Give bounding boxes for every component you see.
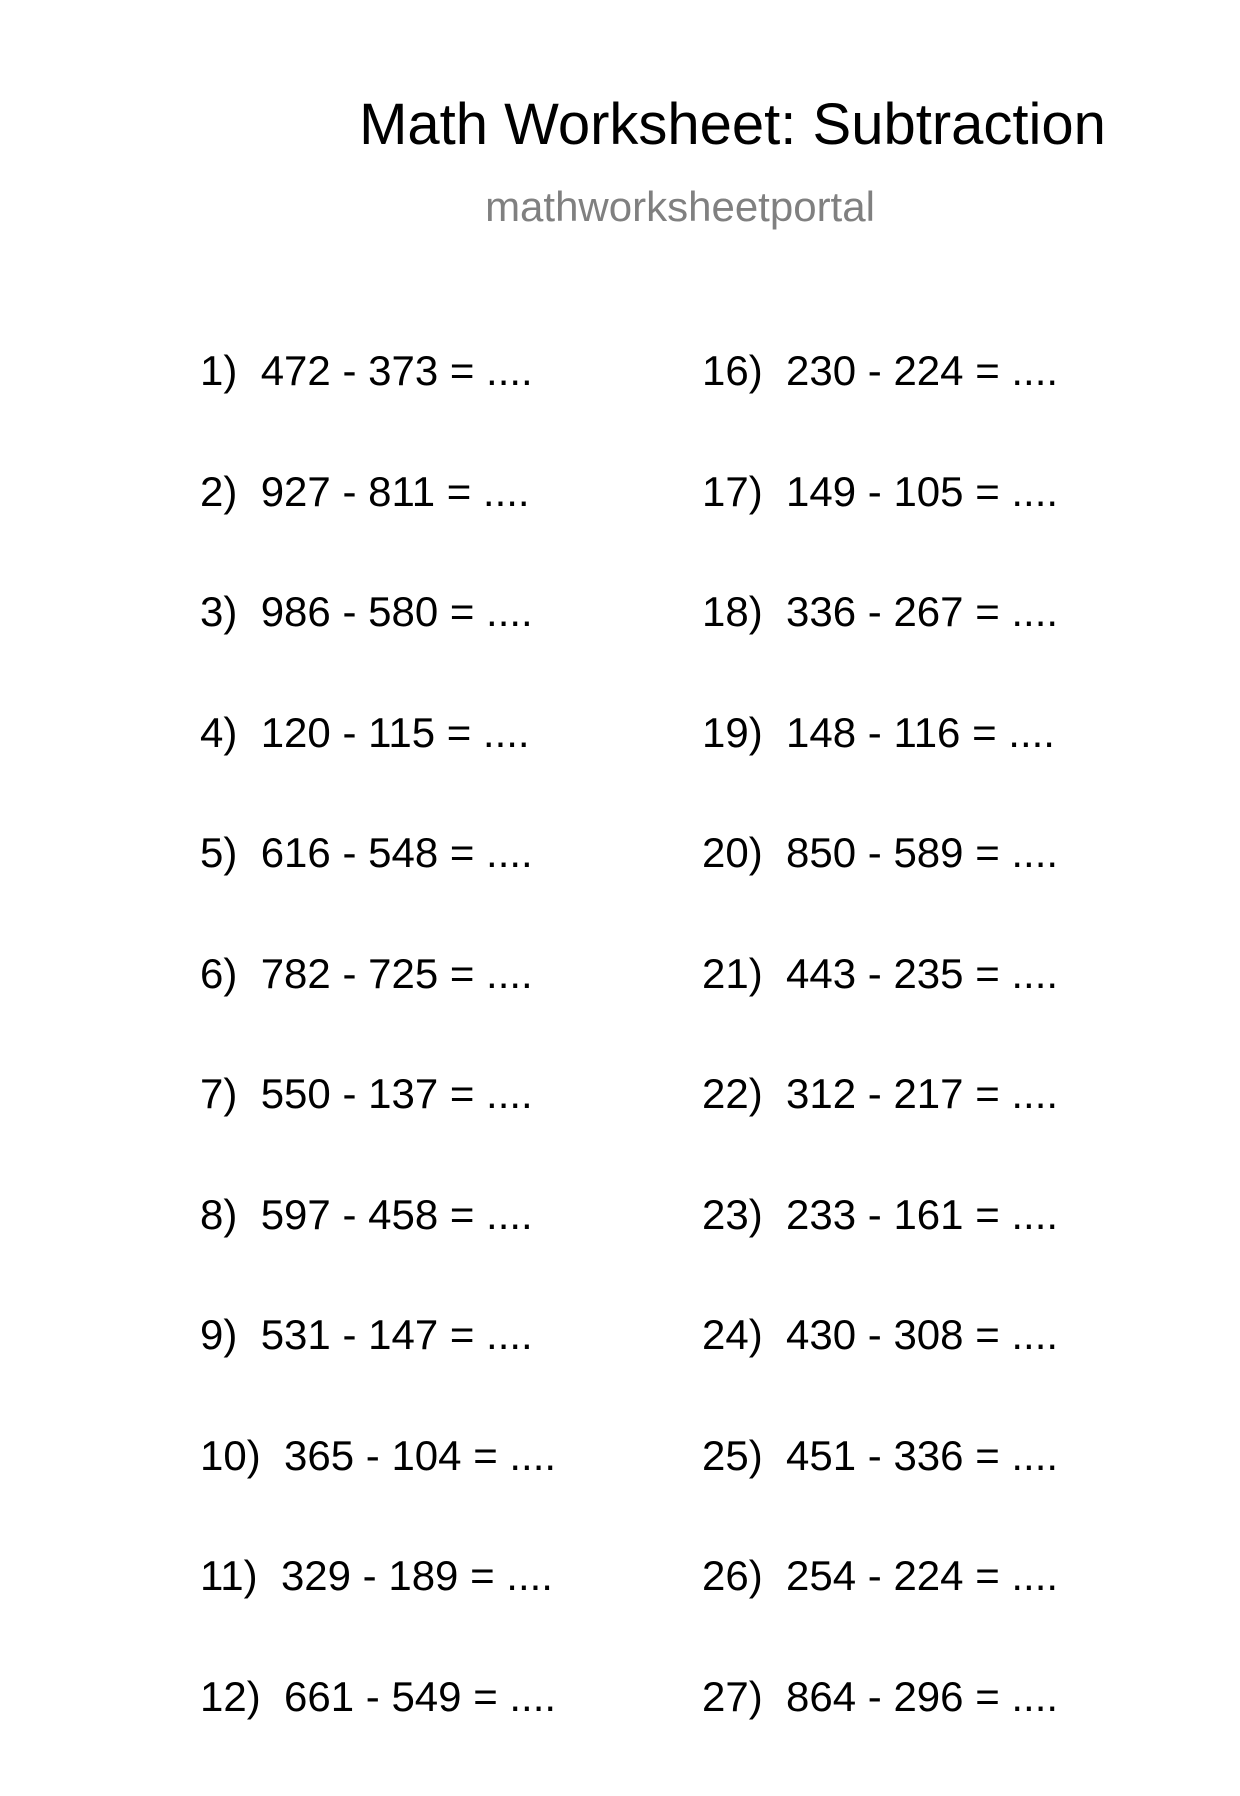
problem-expression: 254 - 224 = .... <box>786 1552 1058 1599</box>
problem-expression: 472 - 373 = .... <box>261 347 533 394</box>
problem-expression: 616 - 548 = .... <box>261 829 533 876</box>
problem-item <box>702 712 1058 833</box>
problem-expression: 365 - 104 = .... <box>284 1432 556 1479</box>
problem-expression: 531 - 147 = .... <box>261 1311 533 1358</box>
problem-expression: 149 - 105 = .... <box>786 468 1058 515</box>
problem-item <box>200 953 556 1074</box>
worksheet-title: Math Worksheet: Subtraction <box>0 96 1240 154</box>
problem-item <box>702 1194 1058 1315</box>
problem-expression: 451 - 336 = .... <box>786 1432 1058 1479</box>
problem-item <box>200 591 556 712</box>
problem-number: 10) <box>200 1435 261 1477</box>
problem-number: 16) <box>702 350 763 392</box>
problem-item <box>702 953 1058 1074</box>
problem-number: 8) <box>200 1194 237 1236</box>
problem-number: 24) <box>702 1314 763 1356</box>
problem-expression: 336 - 267 = .... <box>786 588 1058 635</box>
problem-item <box>200 1435 556 1556</box>
problem-expression: 550 - 137 = .... <box>261 1070 533 1117</box>
problem-expression: 148 - 116 = .... <box>786 709 1055 756</box>
problem-number: 4) <box>200 712 237 754</box>
problem-number: 19) <box>702 712 763 754</box>
problem-expression: 850 - 589 = .... <box>786 829 1058 876</box>
problem-number: 6) <box>200 953 237 995</box>
problem-number: 21) <box>702 953 763 995</box>
problem-item <box>702 471 1058 592</box>
problem-number: 17) <box>702 471 763 513</box>
problem-expression: 986 - 580 = .... <box>261 588 533 635</box>
problems-column-right <box>702 350 1058 1796</box>
problem-expression: 597 - 458 = .... <box>261 1191 533 1238</box>
problem-item <box>702 1435 1058 1556</box>
problem-item <box>702 1314 1058 1435</box>
problem-number: 3) <box>200 591 237 633</box>
problem-expression: 230 - 224 = .... <box>786 347 1058 394</box>
problem-expression: 864 - 296 = .... <box>786 1673 1058 1720</box>
problem-item <box>200 712 556 833</box>
problem-expression: 430 - 308 = .... <box>786 1311 1058 1358</box>
problems-column-left <box>200 350 556 1796</box>
problem-expression: 312 - 217 = .... <box>786 1070 1058 1117</box>
problem-expression: 120 - 115 = .... <box>261 709 530 756</box>
problem-item <box>702 1555 1058 1676</box>
problem-item <box>200 1676 556 1796</box>
problem-item <box>200 471 556 592</box>
problem-number: 18) <box>702 591 763 633</box>
problem-item <box>702 350 1058 471</box>
problem-number: 7) <box>200 1073 237 1115</box>
problem-number: 2) <box>200 471 237 513</box>
problem-item <box>200 1314 556 1435</box>
worksheet-subtitle: mathworksheetportal <box>0 186 1240 228</box>
problem-item <box>702 1676 1058 1796</box>
problem-number: 22) <box>702 1073 763 1115</box>
problem-expression: 927 - 811 = .... <box>261 468 530 515</box>
problem-number: 27) <box>702 1676 763 1718</box>
problem-number: 23) <box>702 1194 763 1236</box>
problem-expression: 661 - 549 = .... <box>284 1673 556 1720</box>
problem-number: 12) <box>200 1676 261 1718</box>
problem-number: 9) <box>200 1314 237 1356</box>
problem-item <box>702 832 1058 953</box>
problem-item <box>702 591 1058 712</box>
problem-item <box>702 1073 1058 1194</box>
problem-number: 20) <box>702 832 763 874</box>
problem-expression: 443 - 235 = .... <box>786 950 1058 997</box>
problem-item <box>200 350 556 471</box>
problem-number: 1) <box>200 350 237 392</box>
problem-expression: 233 - 161 = .... <box>786 1191 1058 1238</box>
problem-expression: 329 - 189 = .... <box>281 1552 553 1599</box>
problem-item <box>200 1073 556 1194</box>
problem-expression: 782 - 725 = .... <box>261 950 533 997</box>
problem-item <box>200 1555 556 1676</box>
problem-number: 26) <box>702 1555 763 1597</box>
problem-number: 5) <box>200 832 237 874</box>
problem-item <box>200 1194 556 1315</box>
problem-number: 11) <box>200 1555 258 1597</box>
problem-number: 25) <box>702 1435 763 1477</box>
problem-item <box>200 832 556 953</box>
